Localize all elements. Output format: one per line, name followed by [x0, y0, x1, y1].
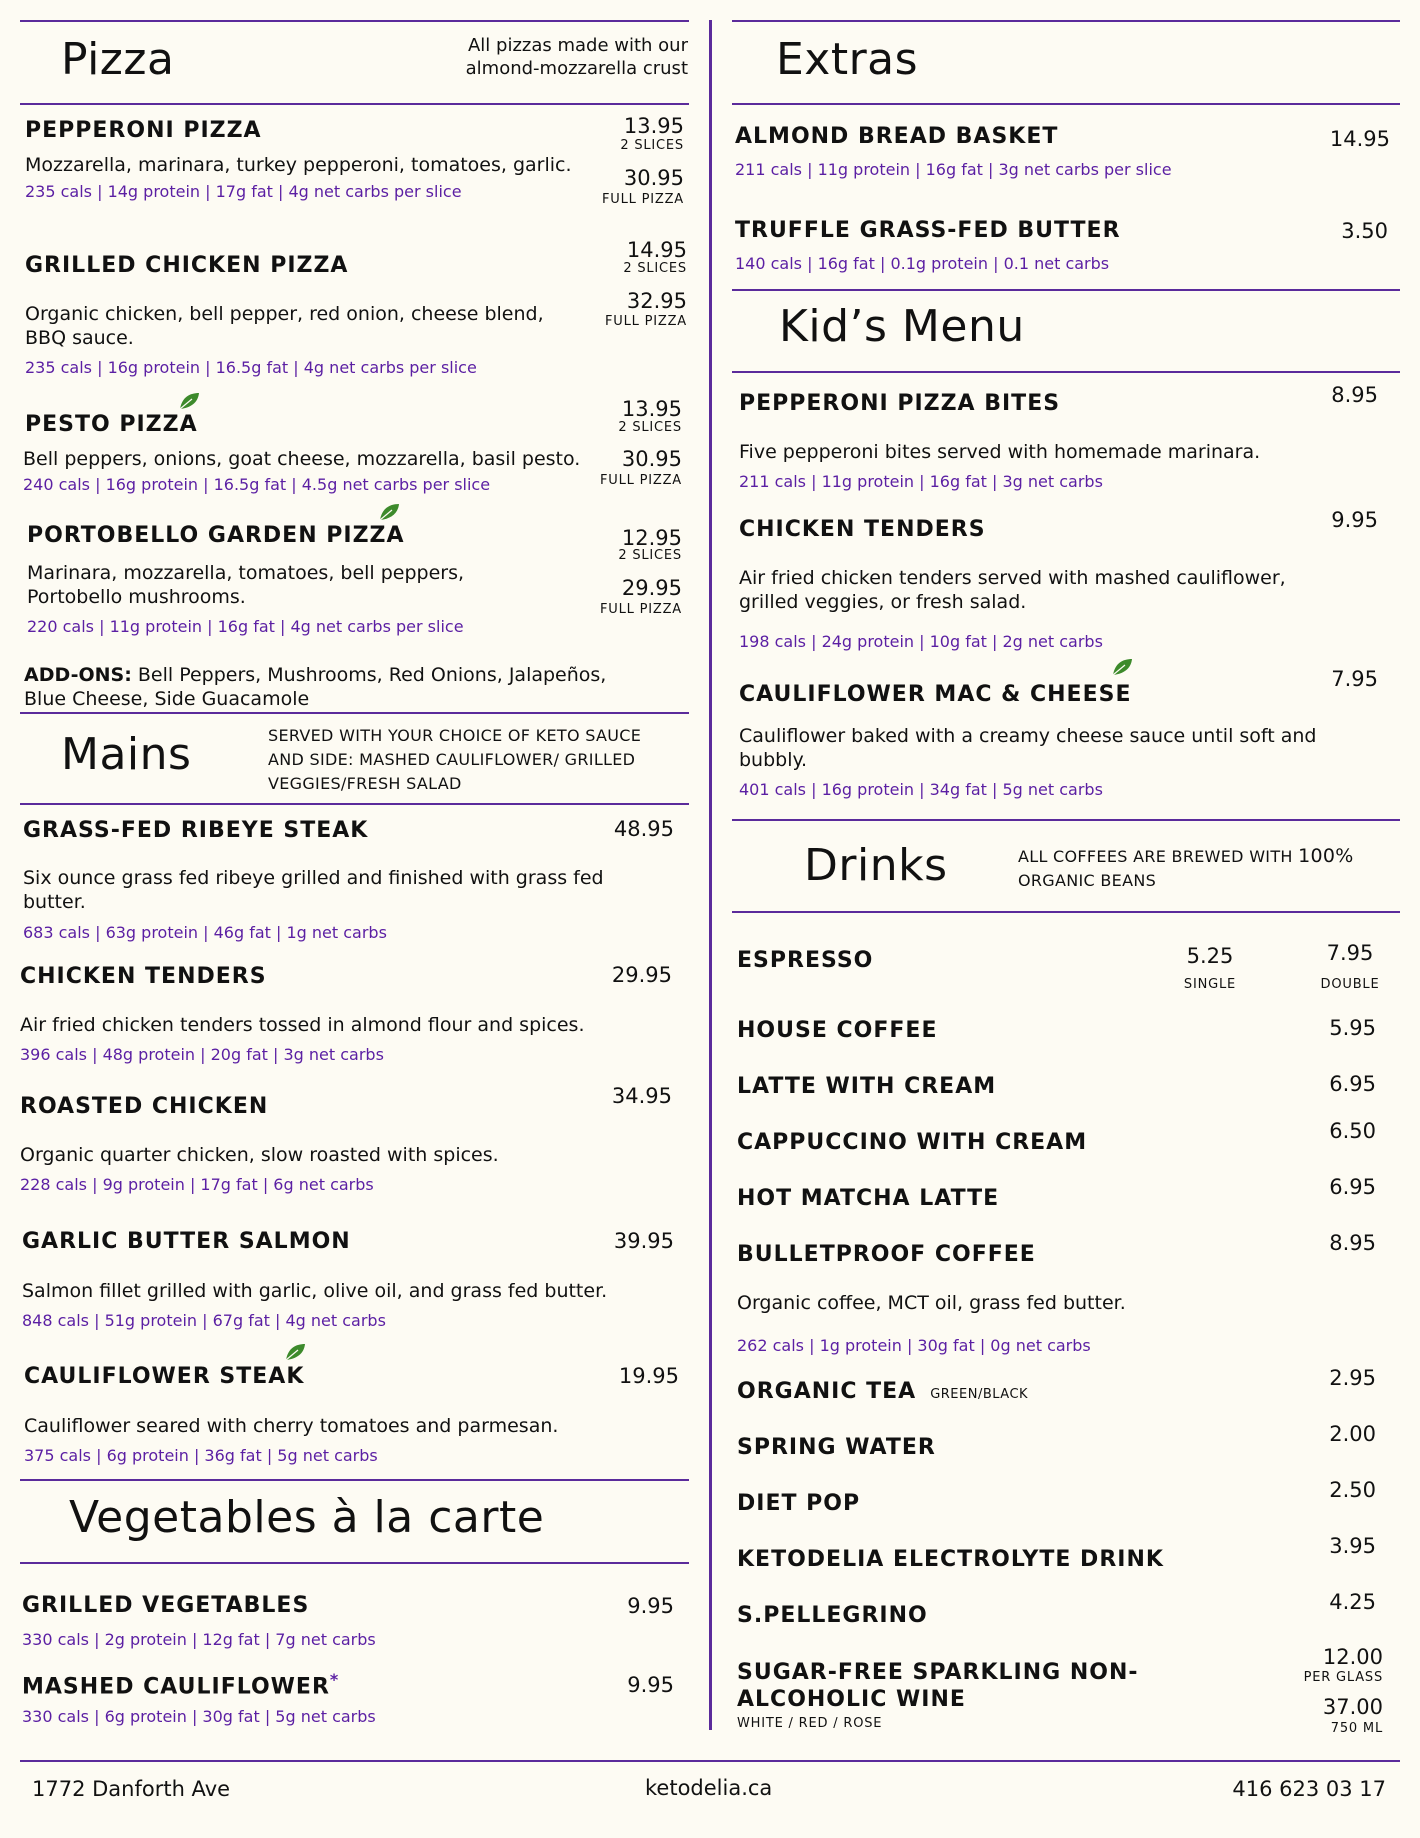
pizza-item-label-slices: 2 SLICES: [618, 420, 682, 435]
pizza-item-price-slices: 13.95: [623, 114, 684, 138]
mains-section-note: SERVED WITH YOUR CHOICE OF KETO SAUCE AND SIDE: MASHED CAULIFLOWER/ GRILLED VEGGIES/FRESH SALAD: [268, 726, 642, 793]
drinks-item-price: 2.50: [1329, 1478, 1376, 1502]
addons-label: ADD-ONS:: [24, 664, 132, 686]
footer-website[interactable]: ketodelia.ca: [645, 1776, 773, 1800]
espresso-price-single: 5.25: [1186, 944, 1234, 968]
drinks-item-label: ORGANIC TEA: [737, 1379, 917, 1404]
vegetables-item-nutrition: 330 cals | 6g protein | 30g fat | 5g net carbs: [22, 1707, 376, 1726]
vegetables-section-title: Vegetables à la carte: [69, 1492, 545, 1543]
mains-item-nutrition: 848 cals | 51g protein | 67g fat | 4g net carbs: [22, 1311, 386, 1330]
mains-item-desc: Cauliflower seared with cherry tomatoes and parmesan.: [24, 1415, 559, 1437]
drinks-note-number: 100%: [1298, 845, 1354, 867]
footer-phone[interactable]: 416 623 03 17: [1232, 1777, 1386, 1801]
pizza-item-nutrition: 220 cals | 11g protein | 16g fat | 4g net carbs per slice: [27, 617, 464, 636]
mains-item-price: 34.95: [611, 1084, 672, 1108]
pizza-item-desc: Marinara, mozzarella, tomatoes, bell peppers, Portobello mushrooms.: [27, 562, 465, 608]
mains-header-divider: [20, 803, 689, 805]
pizza-item-price-slices: 13.95: [621, 397, 682, 421]
drinks-section-title: Drinks: [804, 840, 948, 891]
pizza-item-name: PEPPERONI PIZZA: [25, 118, 262, 143]
mains-item-price: 48.95: [613, 817, 674, 841]
pizza-item-label-slices: 2 SLICES: [620, 138, 684, 153]
mains-item-name: CAULIFLOWER STEAK: [24, 1364, 305, 1389]
kids-header-divider: [732, 371, 1400, 373]
vegetables-item-price: 9.95: [627, 1673, 674, 1697]
column-divider: [709, 20, 712, 1730]
vegetables-item-label: MASHED CAULIFLOWER: [22, 1674, 330, 1700]
pizza-item-label-full: FULL PIZZA: [600, 602, 682, 617]
drinks-item-price: 8.95: [1329, 1231, 1376, 1255]
kids-item-name: CHICKEN TENDERS: [739, 517, 986, 542]
drinks-item-name: S.PELLEGRINO: [737, 1603, 928, 1628]
wine-label-bottle: 750 ML: [1330, 1721, 1383, 1736]
drinks-item-name: HOUSE COFFEE: [737, 1018, 938, 1043]
pizza-item-nutrition: 235 cals | 16g protein | 16.5g fat | 4g net carbs per slice: [25, 358, 477, 377]
drinks-item-name: HOT MATCHA LATTE: [737, 1186, 1000, 1211]
vegetables-item-nutrition: 330 cals | 2g protein | 12g fat | 7g net carbs: [22, 1630, 376, 1649]
wine-name-line2: ALCOHOLIC WINE: [737, 1687, 966, 1712]
drinks-item-name: ESPRESSO: [737, 948, 874, 973]
kids-item-desc: Cauliflower baked with a creamy cheese sauce until soft and bubbly.: [739, 725, 1317, 771]
pizza-item-nutrition: 240 cals | 16g protein | 16.5g fat | 4.5g net carbs per slice: [23, 475, 491, 494]
extras-item-name: TRUFFLE GRASS-FED BUTTER: [735, 218, 1121, 243]
drinks-item-desc: Organic coffee, MCT oil, grass fed butter.: [737, 1292, 1126, 1314]
drinks-item-price: 5.95: [1329, 1016, 1376, 1040]
kids-item-name: CAULIFLOWER MAC & CHEESE: [739, 682, 1132, 707]
pizza-addons: [24, 663, 644, 711]
wine-price-bottle: 37.00: [1322, 1695, 1383, 1719]
mains-item-name: ROASTED CHICKEN: [20, 1094, 269, 1119]
pizza-item-price-full: 30.95: [621, 447, 682, 471]
mains-item-nutrition: 228 cals | 9g protein | 17g fat | 6g net carbs: [20, 1175, 374, 1194]
extras-item-name: ALMOND BREAD BASKET: [735, 124, 1059, 149]
kids-item-desc: Air fried chicken tenders served with mashed cauliflower, grilled veggies, or fresh salad.: [739, 567, 1286, 613]
vegetables-header-divider: [20, 1562, 689, 1564]
drinks-item-price: 6.95: [1329, 1175, 1376, 1199]
mains-item-nutrition: 683 cals | 63g protein | 46g fat | 1g net carbs: [23, 923, 387, 942]
mains-item-name: GRASS-FED RIBEYE STEAK: [23, 818, 369, 843]
drinks-item-name: KETODELIA ELECTROLYTE DRINK: [737, 1547, 1164, 1572]
pizza-item-label-slices: 2 SLICES: [623, 261, 687, 276]
pizza-item-price-slices: 14.95: [626, 238, 687, 262]
mains-item-nutrition: 375 cals | 6g protein | 36g fat | 5g net carbs: [24, 1446, 378, 1465]
vegetables-top-divider: [20, 1479, 689, 1481]
mains-item-desc: Organic quarter chicken, slow roasted with spices.: [20, 1144, 499, 1166]
drinks-item-price: 6.50: [1329, 1119, 1376, 1143]
kids-item-name: PEPPERONI PIZZA BITES: [739, 391, 1061, 416]
mains-item-nutrition: 396 cals | 48g protein | 20g fat | 3g net carbs: [20, 1045, 384, 1064]
drinks-item-price: 4.25: [1329, 1590, 1376, 1614]
extras-item-price: 14.95: [1329, 127, 1390, 151]
drinks-item-nutrition: 262 cals | 1g protein | 30g fat | 0g net carbs: [737, 1336, 1091, 1355]
extras-item-nutrition: 211 cals | 11g protein | 16g fat | 3g net carbs per slice: [735, 160, 1172, 179]
drinks-note-prefix: ALL COFFEES ARE BREWED WITH: [1018, 847, 1299, 866]
mains-item-name: CHICKEN TENDERS: [20, 964, 267, 989]
drinks-header-divider: [732, 911, 1400, 913]
wine-name-line1: SUGAR-FREE SPARKLING NON-: [737, 1660, 1139, 1685]
pizza-section-note: All pizzas made with our almond-mozzarella crust: [465, 35, 688, 79]
wine-variants: WHITE / RED / ROSE: [737, 1716, 883, 1731]
drinks-item-name: [737, 1379, 1028, 1404]
pizza-top-divider: [20, 20, 689, 22]
footer-address: 1772 Danforth Ave: [32, 1777, 231, 1801]
pizza-item-name: PORTOBELLO GARDEN PIZZA: [27, 523, 405, 548]
espresso-price-double: 7.95: [1326, 941, 1374, 965]
pizza-section-title: Pizza: [61, 34, 175, 85]
drinks-item-price: 2.00: [1329, 1422, 1376, 1446]
pizza-item-price-full: 29.95: [621, 576, 682, 600]
espresso-label-single: SINGLE: [1183, 977, 1237, 992]
kids-item-price: 7.95: [1331, 667, 1378, 691]
drinks-item-price: 3.95: [1329, 1534, 1376, 1558]
mains-item-desc: Air fried chicken tenders tossed in almond flour and spices.: [20, 1014, 585, 1036]
kids-section-title: Kid’s Menu: [779, 301, 1025, 352]
vegetables-item-price: 9.95: [627, 1594, 674, 1618]
kids-item-desc: Five pepperoni bites served with homemade marinara.: [739, 441, 1261, 463]
drinks-item-price: 2.95: [1329, 1366, 1376, 1390]
pizza-item-price-full: 30.95: [623, 166, 684, 190]
wine-label-glass: PER GLASS: [1303, 1670, 1383, 1685]
mains-section-title: Mains: [61, 729, 192, 780]
leaf-icon: [1111, 657, 1133, 677]
leaf-icon: [378, 502, 400, 522]
asterisk-mark: *: [329, 1670, 340, 1689]
vegetables-item-name: GRILLED VEGETABLES: [22, 1593, 310, 1618]
addons-text: Bell Peppers, Mushrooms, Red Onions, Jalapeños, Blue Cheese, Side Guacamole: [24, 664, 607, 710]
extras-top-divider: [732, 20, 1400, 22]
mains-item-price: 19.95: [618, 1364, 679, 1388]
drinks-item-name: CAPPUCCINO WITH CREAM: [737, 1130, 1088, 1155]
drinks-item-name: LATTE WITH CREAM: [737, 1074, 997, 1099]
mains-top-divider: [20, 712, 689, 714]
pizza-item-desc: Bell peppers, onions, goat cheese, mozzarella, basil pesto.: [23, 448, 581, 470]
drinks-item-name: SPRING WATER: [737, 1435, 936, 1460]
wine-price-glass: 12.00: [1322, 1645, 1383, 1669]
mains-item-desc: Salmon fillet grilled with garlic, olive oil, and grass fed butter.: [22, 1280, 608, 1302]
drinks-top-divider: [732, 819, 1400, 821]
leaf-icon: [178, 391, 200, 411]
pizza-item-label-full: FULL PIZZA: [605, 314, 687, 329]
mains-item-price: 39.95: [613, 1229, 674, 1253]
pizza-item-desc: Mozzarella, marinara, turkey pepperoni, tomatoes, garlic.: [25, 154, 572, 176]
pizza-item-nutrition: 235 cals | 14g protein | 17g fat | 4g net carbs per slice: [25, 182, 462, 201]
drinks-item-name: DIET POP: [737, 1491, 861, 1516]
extras-item-nutrition: 140 cals | 16g fat | 0.1g protein | 0.1 net carbs: [735, 254, 1110, 273]
extras-item-price: 3.50: [1341, 219, 1388, 243]
leaf-icon: [284, 1342, 306, 1362]
kids-top-divider: [732, 289, 1400, 291]
pizza-item-label-slices: 2 SLICES: [618, 548, 682, 563]
tea-variants: GREEN/BLACK: [930, 1387, 1029, 1402]
pizza-item-price-full: 32.95: [626, 289, 687, 313]
mains-item-name: GARLIC BUTTER SALMON: [22, 1229, 351, 1254]
pizza-item-desc: Organic chicken, bell pepper, red onion, cheese blend, BBQ sauce.: [25, 303, 544, 349]
espresso-label-double: DOUBLE: [1320, 977, 1380, 992]
pizza-item-price-slices: 12.95: [621, 526, 682, 550]
kids-item-nutrition: 198 cals | 24g protein | 10g fat | 2g net carbs: [739, 632, 1103, 651]
kids-item-price: 8.95: [1331, 383, 1378, 407]
footer-divider: [20, 1760, 1400, 1762]
pizza-item-label-full: FULL PIZZA: [600, 473, 682, 488]
mains-item-desc: Six ounce grass fed ribeye grilled and finished with grass fed butter.: [23, 867, 604, 913]
drinks-note-suffix: ORGANIC BEANS: [1018, 871, 1157, 890]
drinks-item-price: 6.95: [1329, 1072, 1376, 1096]
mains-item-price: 29.95: [611, 963, 672, 987]
extras-header-divider: [732, 103, 1400, 105]
pizza-item-name: PESTO PIZZA: [25, 412, 198, 437]
pizza-item-name: GRILLED CHICKEN PIZZA: [25, 253, 349, 278]
kids-item-price: 9.95: [1331, 508, 1378, 532]
pizza-item-label-full: FULL PIZZA: [602, 192, 684, 207]
kids-item-nutrition: 211 cals | 11g protein | 16g fat | 3g net carbs: [739, 472, 1103, 491]
drinks-section-note: [1018, 844, 1378, 893]
drinks-item-name: BULLETPROOF COFFEE: [737, 1242, 1036, 1267]
extras-section-title: Extras: [776, 34, 919, 85]
kids-item-nutrition: 401 cals | 16g protein | 34g fat | 5g net carbs: [739, 780, 1103, 799]
vegetables-item-name: [22, 1670, 339, 1699]
pizza-header-divider: [20, 103, 689, 105]
